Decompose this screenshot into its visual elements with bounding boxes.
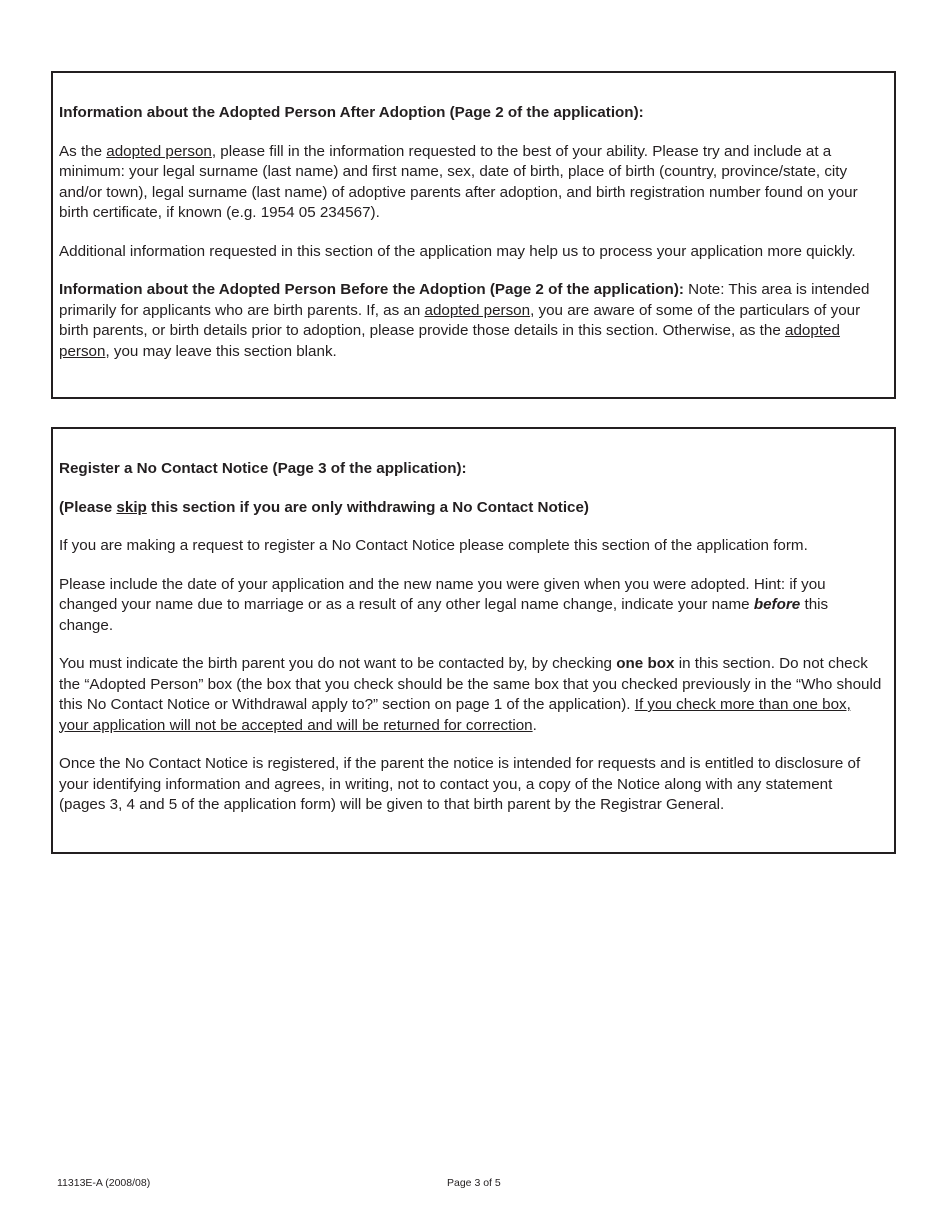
skip-word: skip: [116, 498, 147, 516]
after-adoption-instructions: As the adopted person, please fill in the information requested to the best of your ability. Please try and include at a minimum: your legal surname (last name) and first name, sex, date of birth, place of birth (country, province/state, city and/or town), legal surname (last name) of adoptive parents after adoption, and birth registration number found on your birth certificate, if known (e.g. 1954 05 234567).: [59, 142, 858, 221]
adopted-person-term: adopted person: [106, 142, 212, 160]
one-box-emphasis: one box: [616, 655, 675, 672]
no-contact-heading: Register a No Contact Notice (Page 3 of the application):: [59, 460, 467, 477]
before-adoption-heading: Information about the Adopted Person Before the Adoption (Page 2 of the application):: [59, 281, 684, 298]
before-adoption-paragraph: Information about the Adopted Person Before the Adoption (Page 2 of the application): Note: This area is intended primarily for applicants who are birth parents. If, as an adopted person, you are aware of some of the particulars of your birth parents, or birth details prior to adoption, please provide those details in this section. Otherwise, as the adopted person, you may leave this section blank.: [59, 281, 870, 360]
skip-instruction: (Please skip this section if you are only withdrawing a No Contact Notice): [59, 498, 589, 516]
adopted-person-term: adopted person: [424, 301, 531, 319]
registration-outcome-paragraph: Once the No Contact Notice is registered, if the parent the notice is intended for requests and is entitled to disclosure of your identifying information and agrees, in writing, not to contact you, a copy of the Notice along with any statement (pages 3, 4 and 5 of the application form) will be given to that birth parent by the Registrar General.: [59, 755, 861, 813]
adopted-person-info-section: [51, 71, 896, 399]
adopted-person-term: adopted person: [59, 322, 840, 360]
name-hint-paragraph: Please include the date of your application and the new name you were given when you were adopted. Hint: if you changed your name due to marriage or as a result of any other legal name change, indicate your name before this change.: [59, 575, 829, 634]
form-number: 11313E-A (2008/08): [57, 1177, 151, 1189]
after-adoption-heading: Information about the Adopted Person After Adoption (Page 2 of the application):: [59, 104, 644, 121]
additional-info-note: Additional information requested in this section of the application may help us to process your application more quickly.: [59, 242, 856, 260]
register-request-note: If you are making a request to register a No Contact Notice please complete this section of the application form.: [59, 537, 808, 554]
birth-parent-checkbox-instructions: You must indicate the birth parent you do not want to be contacted by, by checking one box in this section. Do not check the “Adopted Person” box (the box that you check should be the same box that you checked previously in the “Who should this No Contact Notice or Withdrawal apply to?” section on page 1 of the application). If you check more than one box, your application will not be accepted and will be returned for correction.: [59, 655, 882, 734]
page-number: Page 3 of 5: [447, 1177, 501, 1189]
before-emphasis: before: [753, 596, 801, 613]
no-contact-notice-section: [51, 427, 896, 854]
rejection-warning: If you check more than one box, your application will not be accepted and will be returned for correction: [59, 696, 851, 734]
